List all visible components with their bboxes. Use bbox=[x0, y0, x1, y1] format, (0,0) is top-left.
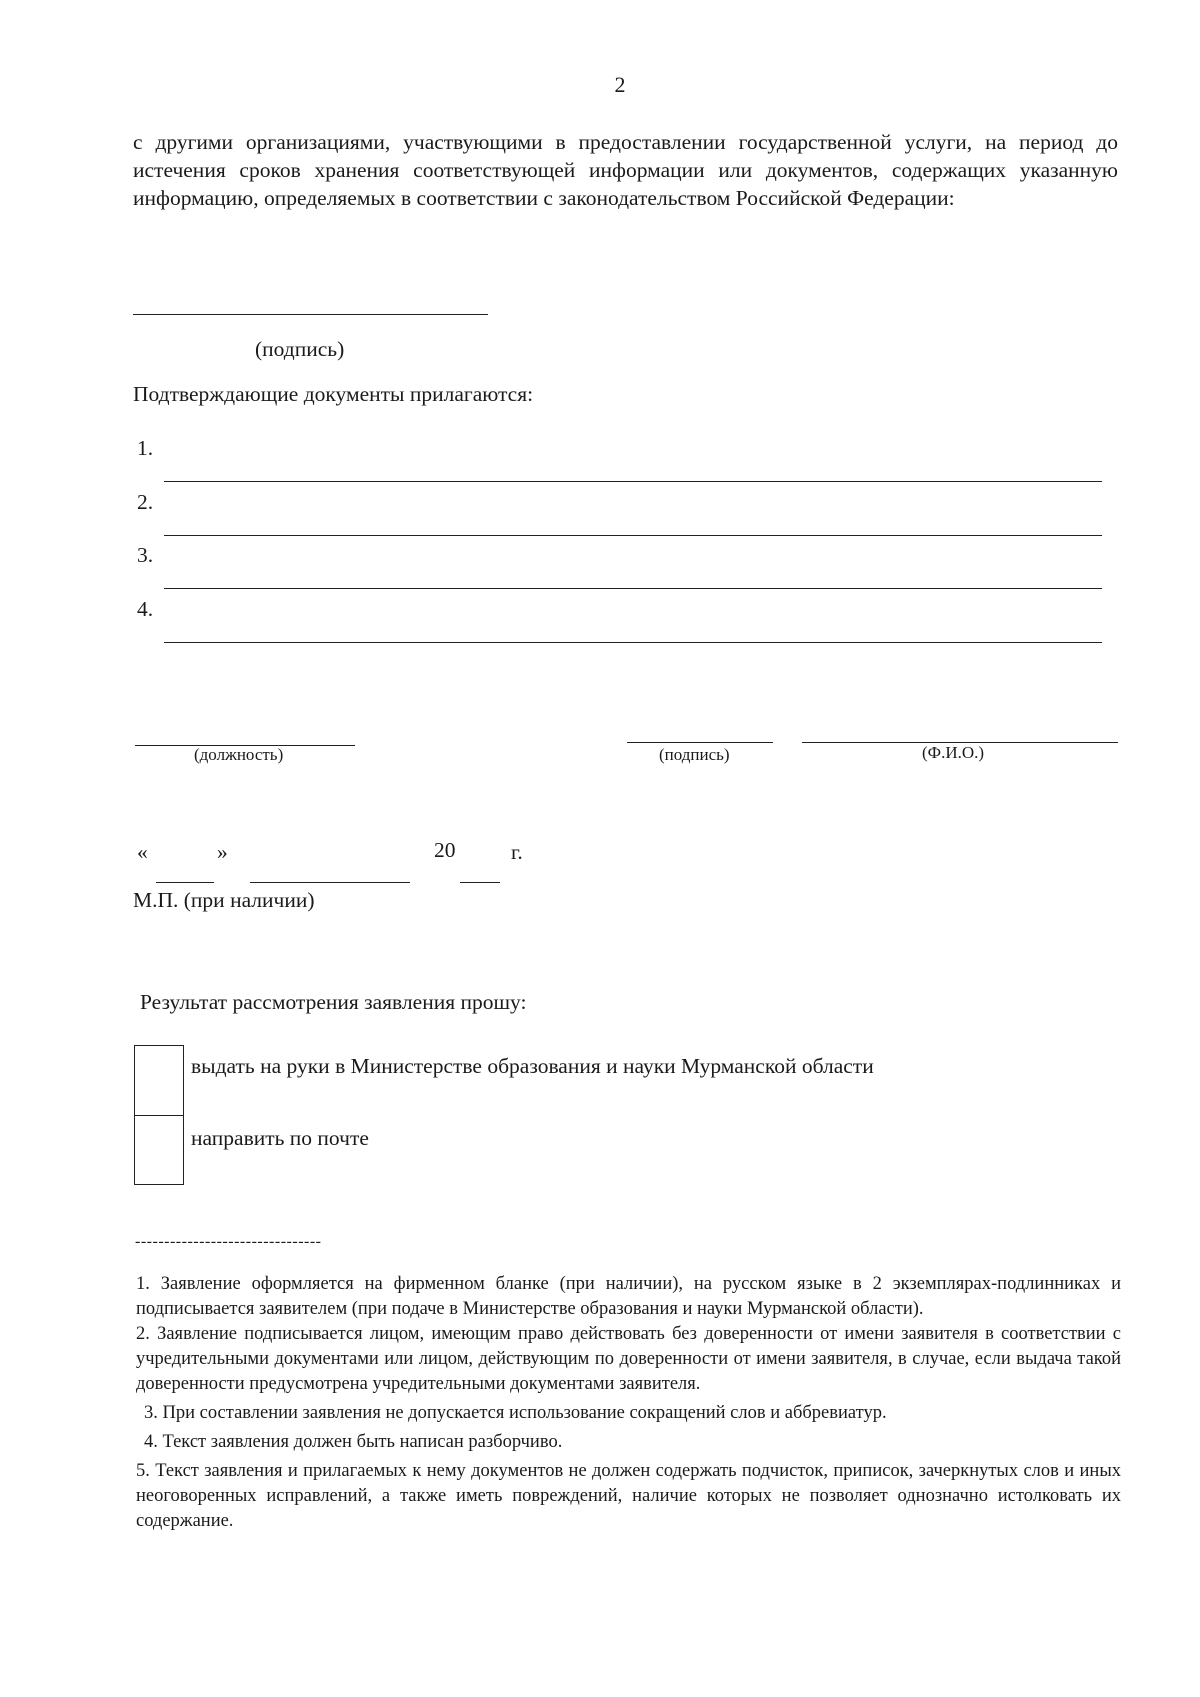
official-signature-line[interactable] bbox=[627, 742, 773, 743]
date-month-line[interactable] bbox=[250, 882, 410, 883]
stamp-label: М.П. (при наличии) bbox=[133, 888, 315, 912]
attachment-number-1: 1. bbox=[137, 436, 154, 460]
position-caption: (должность) bbox=[194, 745, 284, 764]
attachment-line-3[interactable] bbox=[164, 588, 1102, 589]
note-4: 4. Текст заявления должен быть написан разборчиво. bbox=[144, 1432, 563, 1452]
date-year-suffix: г. bbox=[511, 840, 523, 864]
note-5: 5. Текст заявления и прилагаемых к нему документов не должен содержать подчисток, приписок, зачеркнутых слов и иных неоговоренных исправлений, а также иметь повреждений, наличие которых не позволяет однозначно истолковать их содержание. bbox=[136, 1461, 1121, 1531]
date-day-line[interactable] bbox=[156, 882, 214, 883]
attachment-line-1[interactable] bbox=[164, 481, 1102, 482]
note-1: 1. Заявление оформляется на фирменном бланке (при наличии), на русском языке в 2 экземплярах-подлинниках и подписывается заявителем (при подаче в Министерстве образования и науки Мурманской области). bbox=[136, 1274, 1121, 1319]
signature-line[interactable] bbox=[133, 314, 488, 315]
result-heading: Результат рассмотрения заявления прошу: bbox=[140, 990, 527, 1014]
note-2: 2. Заявление подписывается лицом, имеющим право действовать без доверенности от имени заявителя в соответствии с учредительными документами или лицом, действующим по доверенности от имени заявителя, в случае, если выдача такой доверенности предусмотрена учредительными документами заявителя. bbox=[136, 1324, 1121, 1394]
page-number: 2 bbox=[614, 72, 626, 97]
attachment-line-4[interactable] bbox=[164, 642, 1102, 643]
attachment-number-4: 4. bbox=[137, 597, 154, 621]
attachment-line-2[interactable] bbox=[164, 535, 1102, 536]
fio-caption: (Ф.И.О.) bbox=[922, 743, 985, 762]
note-3: 3. При составлении заявления не допускается использование сокращений слов и аббревиатур. bbox=[144, 1403, 887, 1423]
attachment-number-3: 3. bbox=[137, 543, 154, 567]
footnote-separator: -------------------------------- bbox=[135, 1233, 322, 1250]
intro-paragraph: с другими организациями, участвующими в предоставлении государственной услуги, на период до истечения сроков хранения соответствующей информации или документов, содержащих указанную информацию, определяемых в соответствии с законодательством Российской Федерации: bbox=[133, 130, 1118, 210]
attachment-number-2: 2. bbox=[137, 490, 154, 514]
option-in-person-label: выдать на руки в Министерстве образования и науки Мурманской области bbox=[191, 1054, 874, 1078]
checkbox-in-person[interactable] bbox=[134, 1045, 184, 1116]
date-year-line[interactable] bbox=[460, 882, 500, 883]
date-open-quote: « bbox=[137, 840, 148, 864]
signature-caption: (подпись) bbox=[255, 337, 345, 361]
attachments-heading: Подтверждающие документы прилагаются: bbox=[133, 382, 534, 406]
date-year-prefix: 20 bbox=[434, 838, 456, 862]
date-close-quote: » bbox=[217, 840, 228, 864]
checkbox-by-mail[interactable] bbox=[134, 1115, 184, 1185]
official-signature-caption: (подпись) bbox=[659, 745, 730, 764]
notes-list bbox=[136, 1272, 1121, 1534]
option-by-mail-label: направить по почте bbox=[191, 1126, 369, 1150]
